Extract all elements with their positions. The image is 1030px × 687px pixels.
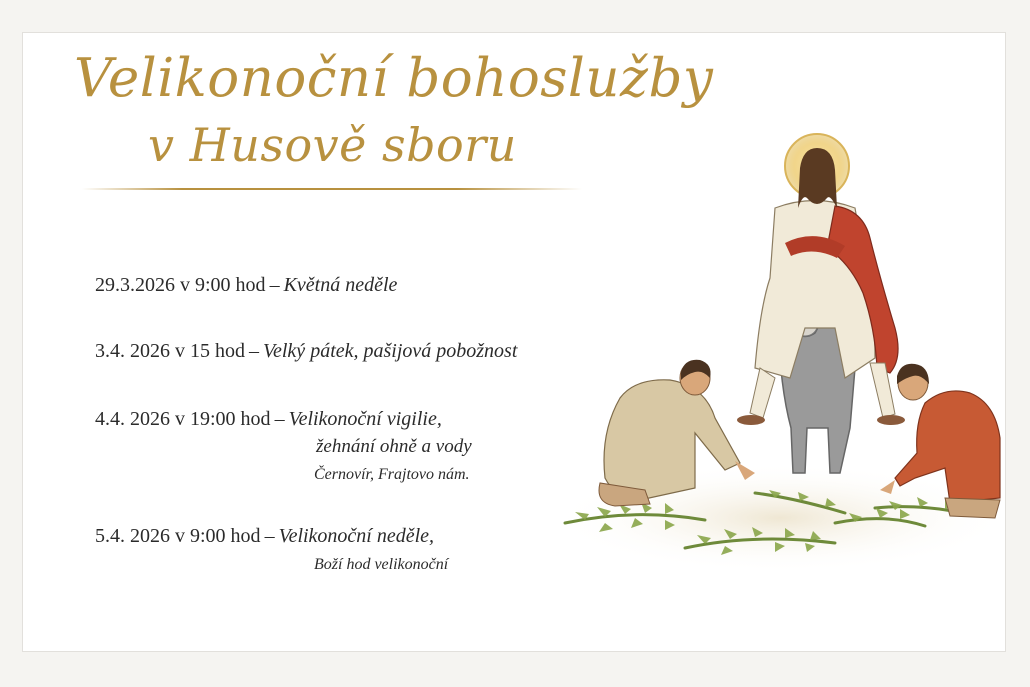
entry-event: Velikonoční neděle,	[278, 525, 435, 547]
entry-subtitle: žehnání ohně a vody	[316, 436, 472, 457]
schedule-entry-palm-sunday	[95, 272, 397, 298]
page-title-line-1: Velikonoční bohoslužby	[74, 48, 714, 109]
palm-sunday-illustration	[545, 128, 1005, 578]
page-title-line-2: v Husově sboru	[148, 118, 517, 172]
entry-dash: –	[264, 525, 275, 547]
entry-event: Květná neděle	[283, 274, 398, 296]
entry-subtitle: Boží hod velikonoční	[314, 556, 449, 573]
entry-date: 29.3.2026 v 9:00 hod	[95, 274, 266, 296]
entry-dash: –	[269, 274, 280, 296]
title-divider	[82, 188, 582, 190]
entry-event: Velikonoční vigilie,	[288, 408, 442, 430]
entry-dash: –	[274, 408, 285, 430]
schedule-entry-easter-vigil	[95, 406, 442, 432]
entry-event: Velký pátek, pašijová pobožnost	[263, 340, 518, 362]
entry-date: 4.4. 2026 v 19:00 hod	[95, 408, 271, 430]
entry-date: 5.4. 2026 v 9:00 hod	[95, 525, 261, 547]
schedule-entry-easter-sunday	[95, 523, 434, 549]
entry-dash: –	[249, 340, 259, 362]
entry-date: 3.4. 2026 v 15 hod	[95, 340, 245, 362]
entry-location: Černovír, Frajtovo nám.	[314, 466, 470, 483]
schedule-entry-good-friday	[95, 338, 517, 364]
